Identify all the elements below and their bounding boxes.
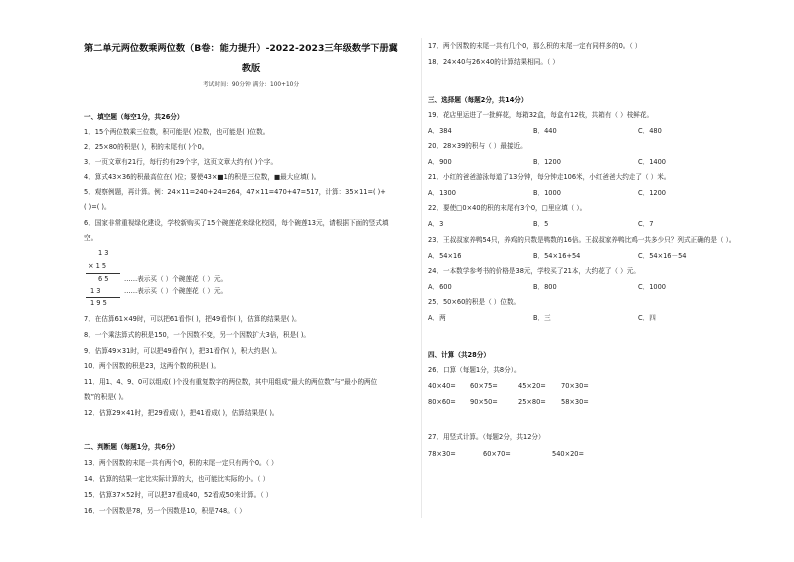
- vertical-calc-task: 78×30=: [428, 450, 456, 458]
- section-judge-heading: 二、判断题（每题1分，共6分）: [84, 443, 179, 451]
- question-15: 15．估算37×52时，可以把37看成40，52看成50来计算。（ ）: [84, 491, 273, 499]
- question-23-option-b[interactable]: B．54×16+54: [533, 252, 581, 260]
- question-18: 18．24×40与26×40的计算结果相同。（ ）: [428, 58, 559, 66]
- question-3: 3．一页文章有21行，每行约有29个字，这页文章大约有( )个字。: [84, 158, 278, 166]
- question-22-option-c[interactable]: C．7: [638, 220, 654, 228]
- question-22: 22．要使□0×40的积的末尾有3个0，□里应填（ ）。: [428, 204, 587, 212]
- question-25-option-a[interactable]: A．两: [428, 314, 446, 322]
- question-20-option-c[interactable]: C．1400: [638, 158, 666, 166]
- question-22-option-b[interactable]: B．5: [533, 220, 549, 228]
- question-25-option-c[interactable]: C．四: [638, 314, 656, 322]
- vertical-calc-task: 540×20=: [552, 450, 585, 458]
- question-2: 2．25×80的积是( )，积的末尾有( )个0。: [84, 143, 209, 151]
- question-21-option-c[interactable]: C．1200: [638, 189, 666, 197]
- worksheet-title-line2: 教版: [241, 63, 261, 74]
- section-calc-heading: 四、计算（共28分）: [428, 351, 490, 359]
- question-17: 17．两个因数的末尾一共有几个0，那么积的末尾一定有同样多的0。（ ）: [428, 42, 642, 50]
- question-5-line1: 5．观察例题，再计算。例：24×11=240+24=264，47×11=470+47=517，计算：35×11=( )+: [84, 188, 386, 196]
- question-23: 23．王叔叔家养鸭54只，养鸡的只数是鸭数的16倍。王叔叔家养鸭比鸡一共多少只？列式正确的是（ ）。: [428, 236, 736, 244]
- oral-calc-item: 25×80=: [518, 398, 546, 406]
- question-20-option-a[interactable]: A．900: [428, 158, 452, 166]
- vertical-calc-note1: ……表示买（ ）个碗莲花（ ）元。: [124, 275, 228, 283]
- question-19: 19．花店里运进了一批鲜花，每箱32盒，每盒有12枝，共箱有（ ）枝鲜花。: [428, 111, 654, 119]
- question-5-line2: ( )=( )。: [84, 203, 111, 211]
- question-19-option-b[interactable]: B．440: [533, 127, 557, 135]
- question-22-option-a[interactable]: A．3: [428, 220, 444, 228]
- vertical-calc-rule1: [86, 273, 120, 274]
- question-24-option-c[interactable]: C．1000: [638, 283, 666, 291]
- question-1: 1．15个两位数乘三位数，积可能是( )位数，也可能是( )位数。: [84, 128, 270, 136]
- question-23-option-a[interactable]: A．54×16: [428, 252, 462, 260]
- question-21: 21．小红的爸爸游泳每道了13分钟，每分钟走106米，小红爸爸大约走了（ ）米。: [428, 173, 671, 181]
- question-24: 24．一本数学参考书的价格是38元，学校买了21本，大约花了（ ）元。: [428, 267, 640, 275]
- oral-calc-item: 70×30=: [561, 382, 589, 390]
- oral-calc-item: 60×75=: [470, 382, 498, 390]
- oral-calc-item: 90×50=: [470, 398, 498, 406]
- question-14: 14．估算的结果一定比实际计算的大，也可能比实际的小。（ ）: [84, 475, 270, 483]
- question-20: 20．28×39的积与（ ）最接近。: [428, 142, 527, 150]
- question-20-option-b[interactable]: B．1200: [533, 158, 561, 166]
- question-11-line2: 数”的积是( )。: [84, 393, 128, 401]
- question-21-option-a[interactable]: A．1300: [428, 189, 456, 197]
- vertical-calc-row3: 6 5: [98, 275, 109, 283]
- vertical-calc-task: 60×70=: [483, 450, 511, 458]
- question-6-line1: 6．国家非常重视绿化建设，学校新购买了15个碗莲花来绿化校园，每个碗莲13元，请根据下面的竖式填: [84, 219, 389, 227]
- vertical-calc-row1: 1 3: [98, 249, 109, 257]
- question-7: 7．在估算61×49时，可以把61看作( )，把49看作( )，估算的结果是( )。: [84, 315, 301, 323]
- worksheet-title-line1: 第二单元两位数乘两位数（B卷：能力提升）-2022-2023三年级数学下册冀: [84, 43, 398, 54]
- section-choice-heading: 三、选择题（每题2分，共14分）: [428, 96, 528, 104]
- question-13: 13．两个因数的末尾一共有两个0，积的末尾一定只有两个0。（ ）: [84, 459, 278, 467]
- vertical-calc-rule2: [86, 297, 120, 298]
- question-25-option-b[interactable]: B．三: [533, 314, 551, 322]
- question-19-option-a[interactable]: A．384: [428, 127, 452, 135]
- question-10: 10．两个因数的积是23，这两个数的积是( )。: [84, 362, 221, 370]
- oral-calc-item: 45×20=: [518, 382, 546, 390]
- oral-calc-item: 40×40=: [428, 382, 456, 390]
- section-fill-in-heading: 一、填空题（每空1分，共26分）: [84, 113, 184, 121]
- question-23-option-c[interactable]: C．54×16－54: [638, 252, 687, 260]
- oral-calc-item: 58×30=: [561, 398, 589, 406]
- question-9: 9．估算49×31时，可以把49看作( )，把31看作( )，积大约是( )。: [84, 347, 281, 355]
- question-26: 26．口算（每题1分，共8分）。: [428, 366, 521, 374]
- question-25: 25．50×60的积是（ ）位数。: [428, 298, 521, 306]
- column-divider: [421, 38, 422, 518]
- oral-calc-item: 80×60=: [428, 398, 456, 406]
- exam-info: 考试时间：90分钟 满分：100+10分: [202, 82, 300, 88]
- question-8: 8．一个乘法算式的积是150，一个因数不变，另一个因数扩大3倍，积是( )。: [84, 331, 311, 339]
- question-27: 27．用竖式计算。（每题2分，共12分）: [428, 433, 545, 441]
- question-6-line2: 空。: [84, 234, 98, 242]
- question-12: 12．估算29×41时，把29看成( )，把41看成( )，估算结果是( )。: [84, 409, 279, 417]
- vertical-calc-row2: × 1 5: [88, 262, 107, 270]
- question-11-line1: 11．用1、4、9、0可以组成( )个没有重复数字的两位数，其中用组成“最大的两位数”与“最小的两位: [84, 378, 378, 386]
- question-19-option-c[interactable]: C．480: [638, 127, 662, 135]
- question-21-option-b[interactable]: B．1000: [533, 189, 561, 197]
- question-16: 16．一个因数是78，另一个因数是10，积是748。（ ）: [84, 507, 246, 515]
- vertical-calc-result: 1 9 5: [90, 299, 107, 307]
- question-4: 4．算式43×36的积最高位在( )位；要使43×■1的积是三位数，■最大应填( )。: [84, 173, 321, 181]
- question-24-option-a[interactable]: A．600: [428, 283, 452, 291]
- question-24-option-b[interactable]: B．800: [533, 283, 557, 291]
- vertical-calc-note2: ……表示买（ ）个碗莲花（ ）元。: [124, 287, 228, 295]
- vertical-calc-row4: 1 3: [90, 287, 101, 295]
